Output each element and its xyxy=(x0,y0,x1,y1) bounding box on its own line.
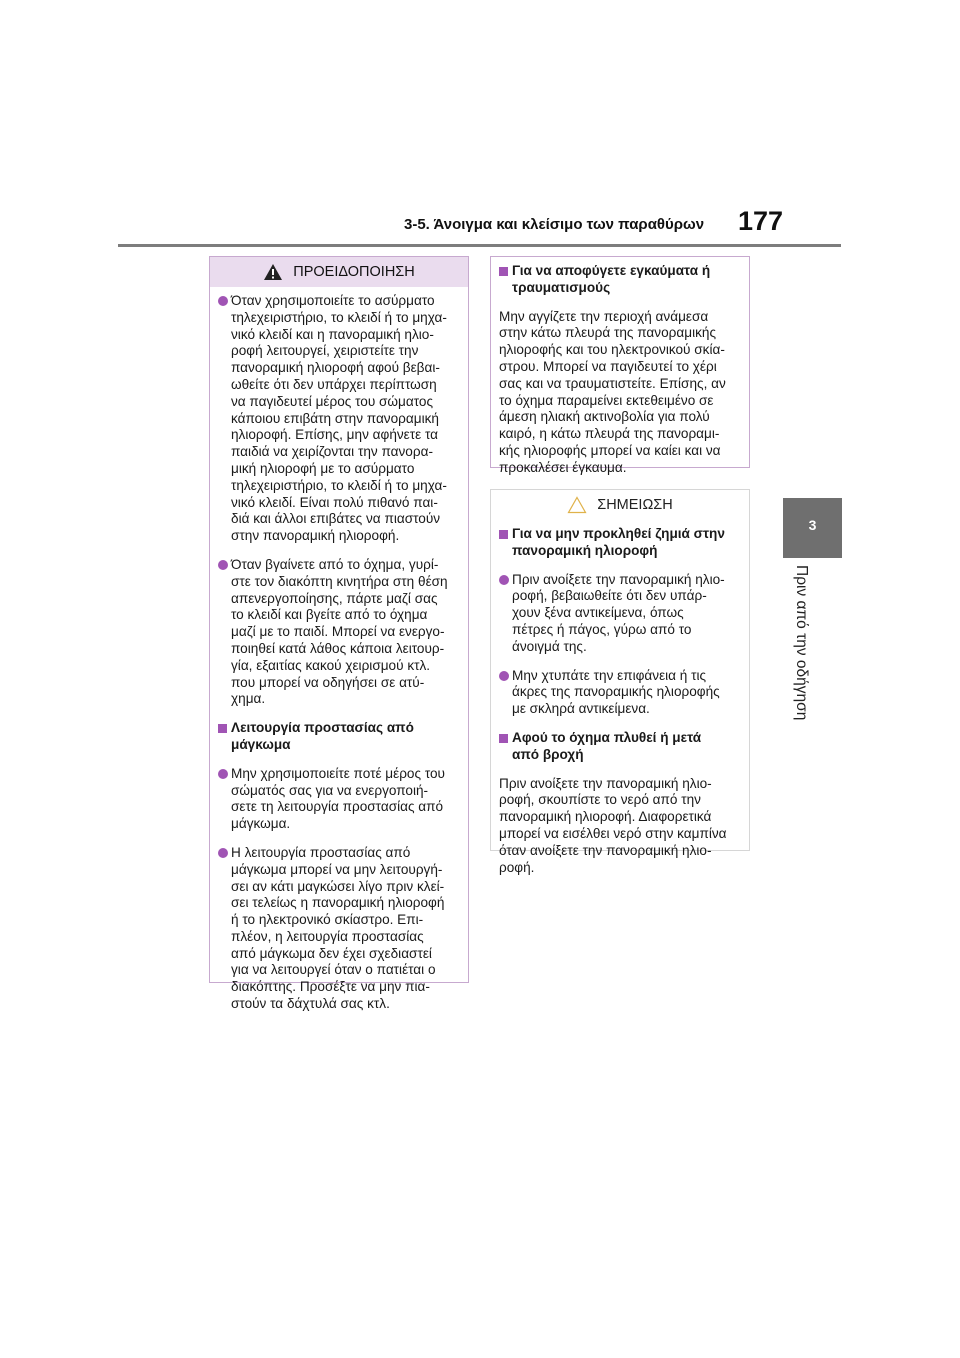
warning-item-text: Όταν βγαίνετε από το όχημα, γυρί- στε τον διακόπτη κινητήρα στη θέση απενεργοποίησης, πάρτε μαζί σας το κλειδί και βγείτε από το όχημα μαζί με το παιδί. Μπορεί να ενεργο- ποιηθεί κατά λάθος κάποια λειτουρ- γία, εξαιτίας κακού χειρισμού κτλ. που μπορεί να οδηγήσει σε ατύ- χημα. xyxy=(231,556,448,707)
bullet-icon xyxy=(499,575,509,585)
square-bullet-icon xyxy=(218,724,227,733)
warning-title-bar xyxy=(210,257,468,287)
warning-sub-item-text: Η λειτουργία προστασίας από μάγκωμα μπορεί να μην λειτουργή- σει αν κάτι μαγκώσει λίγο πριν κλεί- σει τελείως η πανοραμική ηλιοροφή ή το ηλεκτρονικό σκίαστρο. Επι- πλέον, η λειτουργία προστασίας από μάγκωμα δεν έχει σχεδιαστεί για να λειτουργεί όταν ο πατιέται ο διακόπτης. Προσέξτε να μην πια- στούν τα δάχτυλά σας κτλ. xyxy=(231,844,445,1012)
chapter-label: Πριν από την οδήγηση xyxy=(793,565,810,721)
chapter-tab xyxy=(783,498,842,558)
warning-triangle-icon xyxy=(263,263,283,281)
caution-body xyxy=(491,257,749,483)
warning-box xyxy=(209,256,469,1012)
warning-body xyxy=(210,287,468,1019)
warning-title: ΠΡΟΕΙΔΟΠΟΙΗΣΗ xyxy=(293,264,415,280)
chapter-number: 3 xyxy=(808,517,817,533)
note-triangle-icon xyxy=(567,496,587,514)
bullet-icon xyxy=(218,296,228,306)
warning-sub-item-text: Μην χρησιμοποιείτε ποτέ μέρος του σώματός σας για να ενεργοποιή- σετε τη λειτουργία προστασίας από μάγκωμα. xyxy=(231,765,445,832)
square-bullet-icon xyxy=(499,267,508,276)
note-item-text: Πριν ανοίξετε την πανοραμική ηλιο- ροφή, βεβαιωθείτε ότι δεν υπάρ- χουν ξένα αντικείμενα, όπως πέτρες ή πάγος, γύρω από το άνοιγμά της. xyxy=(512,571,725,654)
bullet-icon xyxy=(218,848,228,858)
note-box xyxy=(490,489,750,875)
square-bullet-icon xyxy=(499,734,508,743)
subheading xyxy=(499,526,739,560)
subheading xyxy=(499,263,739,297)
bullet-icon xyxy=(499,671,509,681)
list-item xyxy=(499,668,739,718)
note-heading: Για να μην προκληθεί ζημιά στην πανοραμική ηλιοροφή xyxy=(512,526,725,558)
section-title: 3-5. Άνοιγμα και κλείσιμο των παραθύρων xyxy=(404,216,705,233)
warning-item-text: Όταν χρησιμοποιείτε το ασύρματο τηλεχειριστήριο, το κλειδί ή το μηχα- νικό κλειδί και η πανοραμική ηλιο- ροφή λειτουργεί, χειριστείτε την πανοραμική ηλιοροφή αφού βεβαι- ωθείτε ότι δεν υπάρχει περίπτωση να παγιδευτεί μέρος του σώματος κάποιου επιβάτη στην πανοραμική ηλιοροφή. Επίσης, μην αφήνετε τα παιδιά να χειρίζονται την πανορα- μική ηλιοροφή με το ασύρματο τηλεχειριστήριο, το κλειδί ή το μηχα- νικό κλειδί. Είναι πολύ πιθανό παι- διά και άλλοι επιβάτες να πιαστούν στην πανοραμική ηλιοροφή. xyxy=(231,293,447,544)
header-divider xyxy=(118,244,841,247)
note-title: ΣΗΜΕΙΩΣΗ xyxy=(597,497,673,513)
list-item xyxy=(218,293,458,545)
caution-heading: Για να αποφύγετε εγκαύματα ή τραυματισμούς xyxy=(512,263,711,295)
note-body xyxy=(491,520,749,882)
caution-box xyxy=(490,256,750,475)
bullet-icon xyxy=(218,560,228,570)
warning-subheading: Λειτουργία προστασίας από μάγκωμα xyxy=(231,720,414,752)
note-heading: Αφού το όχημα πλυθεί ή μετά από βροχή xyxy=(512,729,702,762)
caution-text: Μην αγγίζετε την περιοχή ανάμεσα στην κάτω πλευρά της πανοραμικής ηλιοροφής και του ηλεκτρονικού σκία- στρου. Μπορεί να παγιδευτεί το χέρι σας και να τραυματιστείτε. Επίσης, αν το όχημα παραμείνει εκτεθειμένο σε άμεση ηλιακή ακτινοβολία για πολύ καιρό, η κάτω πλευρά της πανοραμι- κής ηλιοροφής μπορεί να καίει και να προκαλέσει έγκαυμα. xyxy=(499,308,726,475)
square-bullet-icon xyxy=(499,530,508,539)
list-item xyxy=(218,557,458,708)
bullet-icon xyxy=(218,769,228,779)
subheading xyxy=(218,720,458,754)
list-item xyxy=(218,845,458,1013)
list-item xyxy=(499,572,739,656)
note-item-text: Μην χτυπάτε την επιφάνεια ή τις άκρες της πανοραμικής ηλιοροφής με σκληρά αντικείμενα. xyxy=(512,667,720,717)
note-text: Πριν ανοίξετε την πανοραμική ηλιο- ροφή, σκουπίστε το νερό από την πανοραμική ηλιοροφή. Διαφορετικά μπορεί να εισέλθει νερό στην καμπίνα όταν ανοίξετε την πανοραμική ηλιο- ροφή. xyxy=(499,775,727,875)
page-number: 177 xyxy=(738,206,784,236)
note-title-bar xyxy=(491,490,749,520)
list-item xyxy=(218,766,458,833)
subheading xyxy=(499,730,739,764)
